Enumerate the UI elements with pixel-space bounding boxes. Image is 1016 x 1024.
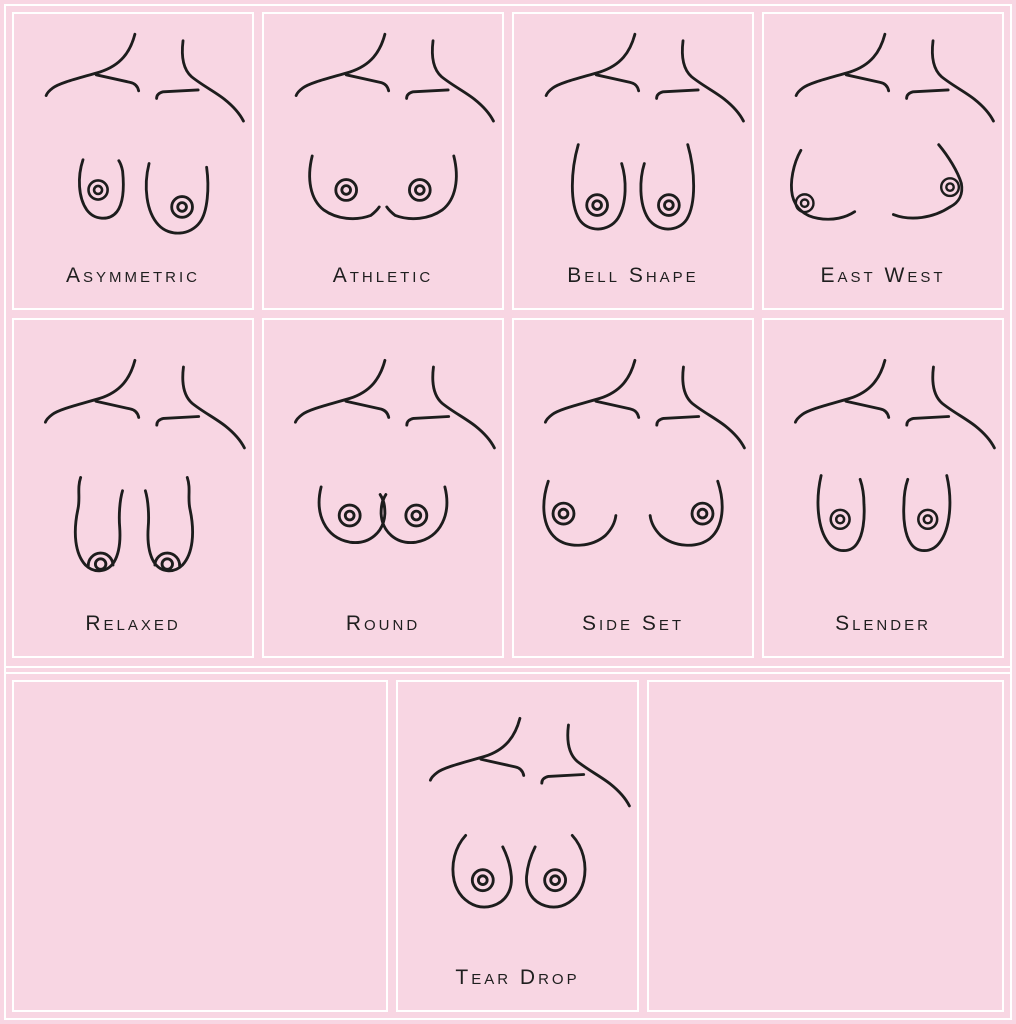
slender-breasts-icon [764, 320, 1002, 612]
cell-slender [762, 318, 1004, 658]
cell-label: Tear Drop [455, 966, 580, 989]
side-set-breasts-icon [514, 320, 752, 612]
bottom-grid [0, 672, 1016, 1024]
cell-label: Round [345, 612, 421, 635]
east-west-breasts-icon [764, 14, 1002, 264]
cell-label: Side Set [581, 612, 685, 635]
cell-tear-drop [396, 680, 639, 1012]
relaxed-breasts-icon [14, 320, 252, 612]
cell-east-west [762, 12, 1004, 310]
cell-label: East West [820, 264, 946, 287]
asymmetric-breasts-icon [14, 14, 252, 264]
cell-label: Asymmetric [65, 264, 200, 287]
tear-drop-breasts-icon [398, 682, 637, 966]
cell-athletic [262, 12, 504, 310]
empty-cell-left [12, 680, 388, 1012]
cell-relaxed [12, 318, 254, 658]
cell-round [262, 318, 504, 658]
cell-side-set [512, 318, 754, 658]
cell-label: Slender [835, 612, 931, 635]
cell-label: Relaxed [85, 612, 181, 635]
cell-label: Athletic [332, 264, 434, 287]
empty-cell-right [647, 680, 1004, 1012]
cell-bell-shape [512, 12, 754, 310]
bell-shape-breasts-icon [514, 14, 752, 264]
cell-label: Bell Shape [567, 264, 699, 287]
round-breasts-icon [264, 320, 502, 612]
cell-asymmetric [12, 12, 254, 310]
athletic-breasts-icon [264, 14, 502, 264]
